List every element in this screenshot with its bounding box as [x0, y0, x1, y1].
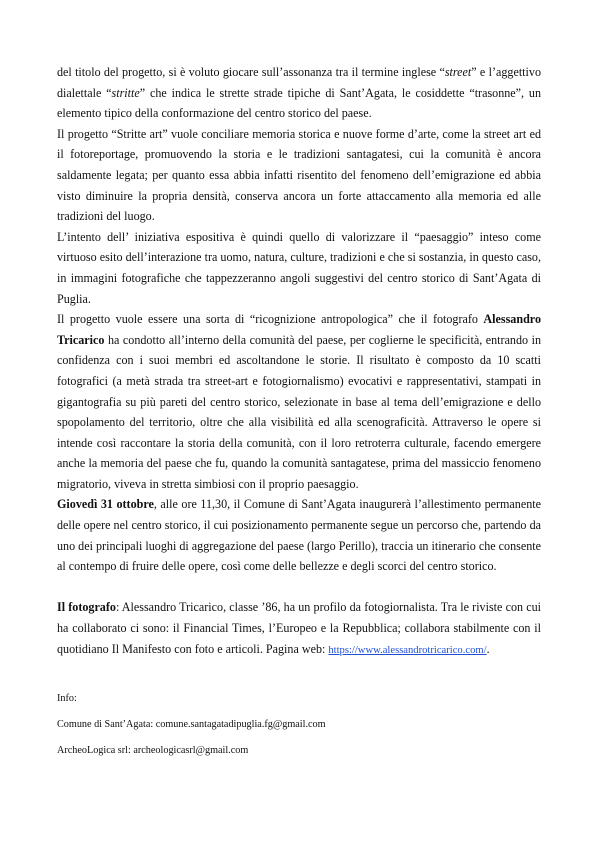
spacer: [57, 577, 541, 598]
text-span: ha condotto all’interno della comunità del paese, per coglierne le specificità, entrando in confidenza con i suoi membri ed ascoltandone le storie. Il risultato è composto da 10 scatti fotografici (a metà strada tra street-art e fotogiornalismo) evocativi e rappresentativi, stampati in gigantografia su più pareti del centro storico, selezionate in base al tema dell’emigrazione e dello spopolamento del territorio, oltre che alla visibilità ed alla scenograficità. Attraverso le opere si intende così raccontare la storia della comunità, con il loro retroterra culturale, facendo emergere anche la memoria del paese che fu, quando la comunità santagatese, prima del massiccio fenomeno migratorio, viveva in stretta simbiosi con il proprio paesaggio.: [57, 332, 541, 491]
photographer-label: Il fotografo: [57, 600, 116, 615]
photographer-name: Alessandro Tricarico: [57, 312, 541, 347]
paragraph-title-explanation: [57, 62, 541, 124]
paragraph-intent: L’intento dell’ iniziativa espositiva è quindi quello di valorizzare il “paesaggio” inteso come virtuoso esito dell’interazione tra uomo, natura, culture, tradizioni e che si sostanzia, in questo caso, in immagini fotografiche che tappezzeranno angoli suggestivi del centro storico di Sant’Agata di Puglia.: [57, 229, 541, 306]
text-span: , alle ore 11,30, il Comune di Sant’Agata inaugurerà l’allestimento permanente delle opere nel centro storico, il cui posizionamento permanente segue un percorso che, partendo da uno dei principali luoghi di aggregazione del paese (largo Perillo), traccia un itinerario che consente al contempo di fruire delle opere, così come delle bellezze e degli scorci del centro storico.: [57, 497, 541, 574]
text-span: ” e l’aggettivo dialettale “: [57, 65, 541, 100]
paragraph-inauguration: [57, 494, 541, 576]
spacer: [57, 705, 541, 718]
paragraph-photographer: [57, 597, 541, 661]
info-comune-email: Comune di Sant’Agata: comune.santagatadipuglia.fg@gmail.com: [57, 719, 326, 731]
spacer: [57, 731, 541, 744]
italic-word-stritte: stritte: [111, 85, 140, 100]
text-span: del titolo del progetto, si è voluto giocare sull’assonanza tra il termine inglese “: [57, 65, 445, 79]
text-span: .: [486, 641, 490, 656]
event-date: Giovedì 31 ottobre: [57, 497, 154, 512]
document-page: [57, 62, 541, 757]
italic-word-street: street: [444, 65, 472, 79]
text-span: : Alessandro Tricarico, classe ’86, ha un profilo da fotogiornalista. Tra le riviste con cui ha collaborato ci sono: il Financial Times, l’Europeo e la Repubblica; collabora stabilmente con il quotidiano Il Manifesto con foto e articoli. Pagina web:: [57, 600, 541, 656]
info-title: Info:: [57, 693, 77, 705]
text-span: Il progetto vuole essere una sorta di “ricognizione antropologica” che il fotografo: [57, 312, 484, 327]
text-span: ” che indica le strette strade tipiche di Sant’Agata, le cosiddette “trasonne”, un elemento tipico della conformazione del centro storico del paese.: [57, 85, 541, 121]
spacer: [57, 661, 541, 692]
paragraph-recognition: [57, 309, 541, 494]
website-link[interactable]: https://www.alessandrotricarico.com/: [328, 644, 487, 656]
paragraph-project: Il progetto “Stritte art” vuole conciliare memoria storica e nuove forme d’arte, come la street art ed il fotoreportage, promuovendo la storia e le tradizioni santagatesi, cui la comunità è ancora saldamente legata; per quanto essa abbia infatti risentito del fenomeno dell’emigrazione ed abbia visto diminuire la propria densità, conserva ancora un forte attaccamento alla memoria ed alle tradizioni del luogo.: [57, 126, 541, 224]
info-archeologica-email: ArcheoLogica srl: archeologicasrl@gmail.com: [57, 745, 249, 757]
